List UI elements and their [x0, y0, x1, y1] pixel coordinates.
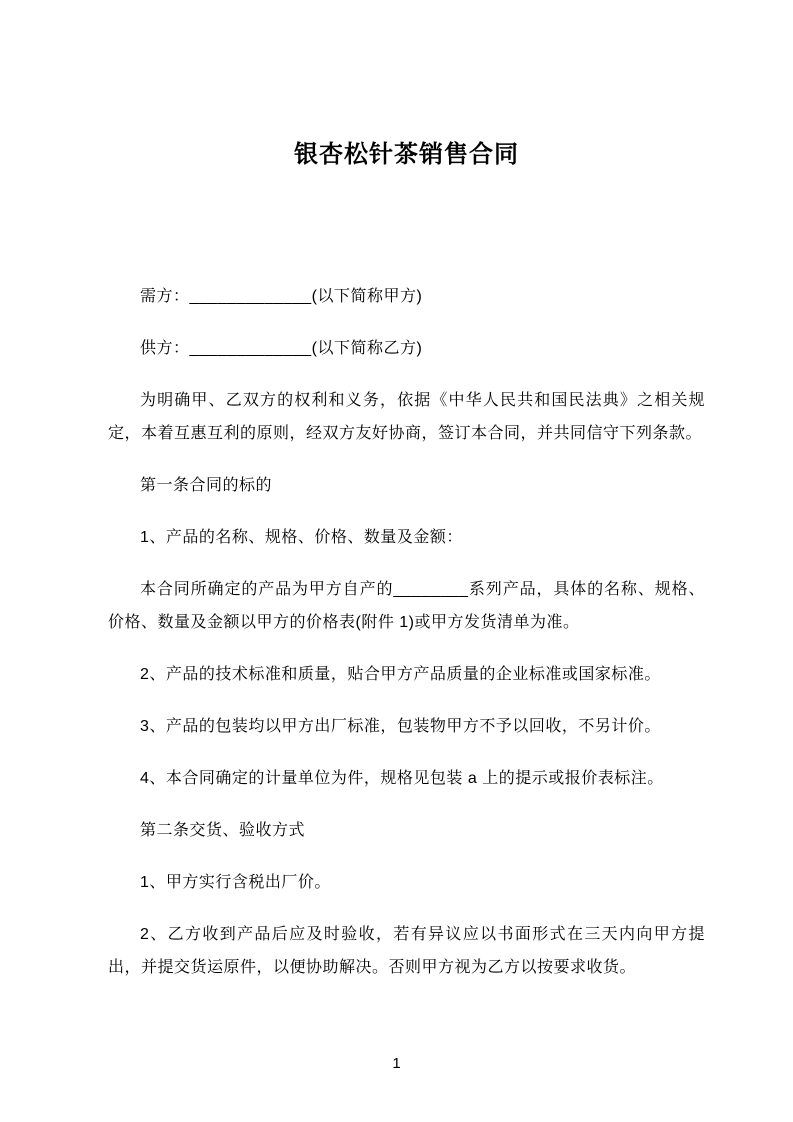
clause-1-item-3: 3、产品的包装均以甲方出厂标准，包装物甲方不予以回收，不另计价。	[140, 718, 661, 735]
document-title: 银杏松针茶销售合同	[294, 141, 519, 168]
supplier-line: 供方：_____________(以下简称乙方)	[140, 340, 423, 357]
buyer-line: 需方：_____________(以下简称甲方)	[140, 288, 423, 305]
clause-2-item-1: 1、甲方实行含税出厂价。	[140, 874, 331, 891]
clause-2-heading: 第二条交货、验收方式	[140, 822, 306, 839]
clause-1-item-1: 1、产品的名称、规格、价格、数量及金额：	[140, 529, 463, 546]
clause-1-item-1-detail: 本合同所确定的产品为甲方自产的________系列产品，具体的名称、规格、价格、数量及金额以甲方的价格表(附件 1)或甲方发货清单为准。	[108, 581, 705, 631]
page-number: 1	[392, 1055, 401, 1072]
clause-1-item-2: 2、产品的技术标准和质量，贴合甲方产品质量的企业标准或国家标准。	[140, 666, 661, 683]
clause-2-item-2: 2、乙方收到产品后应及时验收，若有异议应以书面形式在三天内向甲方提出，并提交货运原件，以便协助解决。否则甲方视为乙方以按要求收货。	[108, 926, 705, 976]
clause-1-item-4: 4、本合同确定的计量单位为件，规格见包装 a 上的提示或报价表标注。	[140, 770, 664, 787]
preamble-paragraph: 为明确甲、乙双方的权利和义务，依据《中华人民共和国民法典》之相关规定，本着互惠互利的原则，经双方友好协商，签订本合同，并共同信守下列条款。	[108, 392, 705, 442]
document-body	[108, 280, 705, 984]
clause-1-heading: 第一条合同的标的	[140, 477, 273, 494]
